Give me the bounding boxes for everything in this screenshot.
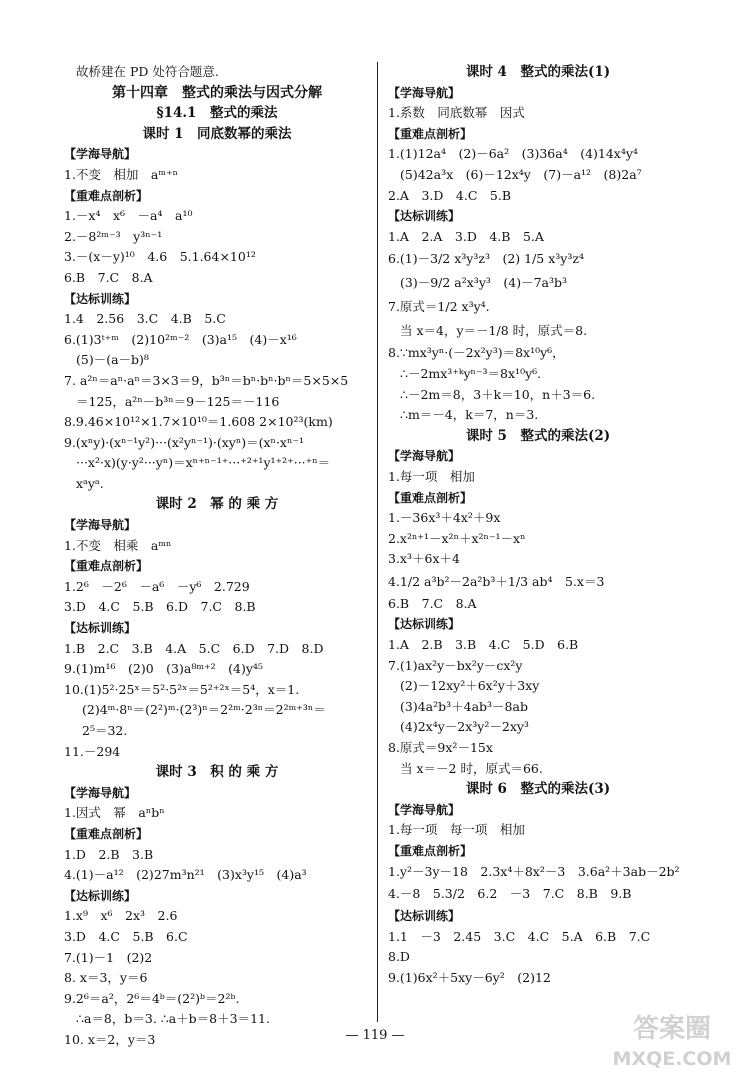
- watermark-logo: [606, 1003, 738, 1073]
- left-line: (2)4ᵐ·8ⁿ＝(2²)ᵐ·(2³)ⁿ＝2²ᵐ·2³ⁿ＝2²ᵐ⁺³ⁿ＝: [82, 702, 326, 718]
- left-line: 10.(1)5²·25ˣ＝5²·5²ˣ＝5²⁺²ˣ＝5⁴，x＝1.: [64, 681, 300, 697]
- right-line: 9.(1)6x²＋5xy－6y² (2)12: [388, 969, 551, 985]
- right-line: 6.B 7.C 8.A: [388, 595, 477, 611]
- right-line: 课时 5 整式的乘法(2): [465, 427, 611, 444]
- right-line: 当 x＝－2 时，原式＝66.: [400, 760, 543, 776]
- right-line: 【重难点剖析】: [388, 844, 473, 858]
- left-line: 1.2⁶ －2⁶ －a⁶ －y⁶ 2.729: [64, 578, 250, 594]
- right-line: 8.原式＝9x²－15x: [388, 740, 493, 756]
- right-line: 1.A 2.A 3.D 4.B 5.A: [388, 228, 544, 244]
- right-line: 【重难点剖析】: [388, 490, 473, 505]
- left-line: 6.B 7.C 8.A: [64, 269, 153, 285]
- right-line: 7.(1)ax²y－bx²y－cx²y: [388, 657, 523, 673]
- left-line: 2.－8²ᵐ⁻³ y³ⁿ⁻¹: [64, 228, 163, 244]
- right-line: ∴－2mx³⁺ᵏyⁿ⁻³＝8x¹⁰y⁶.: [400, 365, 542, 381]
- left-line: 第十四章 整式的乘法与因式分解: [112, 84, 322, 101]
- right-line: (4)2x⁴y－2x³y²－2xy³: [400, 719, 529, 735]
- right-line: ∴m＝－4，k＝7，n＝3.: [400, 407, 539, 423]
- left-line: xᵃyᵃ.: [76, 475, 104, 491]
- right-line: 课时 4 整式的乘法(1): [465, 64, 611, 80]
- right-line: 【达标训练】: [388, 209, 461, 224]
- right-line: 8.∵mx³yⁿ·(－2x²y³)＝8x¹⁰y⁶，: [388, 345, 565, 361]
- left-line: 【学海导航】: [64, 785, 137, 800]
- right-line: 当 x＝4，y＝－1/8 时，原式＝8.: [400, 323, 588, 339]
- left-line: 【学海导航】: [64, 147, 137, 162]
- left-line: 1.x⁹ x⁶ 2x³ 2.6: [64, 908, 178, 924]
- right-line: 【达标训练】: [388, 617, 461, 632]
- left-line: 1.不变 相加 aᵐ⁺ⁿ: [64, 166, 179, 182]
- right-line: 2.x²ⁿ⁺¹－x²ⁿ＋x²ⁿ⁻¹－xⁿ: [388, 530, 526, 546]
- right-line: 8.D: [388, 949, 410, 965]
- right-line: 4.－8 5.3/2 6.2 －3 7.C 8.B 9.B: [388, 886, 632, 902]
- right-line: (3)－9/2 a²x³y³ (4)－7a³b³: [400, 275, 568, 291]
- left-line: 3.D 4.C 5.B 6.C: [64, 928, 188, 944]
- column-divider: [377, 62, 378, 1022]
- left-line: 课时 3 积 的 乘 方: [155, 764, 279, 781]
- left-line: 7. a²ⁿ＝aⁿ·aⁿ＝3×3＝9，b³ⁿ＝bⁿ·bⁿ·bⁿ＝5×5×5: [64, 372, 349, 388]
- left-line: 【重难点剖析】: [64, 559, 149, 574]
- left-line: 3.－(x－y)¹⁰ 4.6 5.1.64×10¹²: [64, 249, 256, 265]
- right-line: 1.(1)12a⁴ (2)－6a² (3)36a⁴ (4)14x⁴y⁴: [388, 146, 638, 162]
- page-number: — 119 —: [345, 1028, 405, 1043]
- left-line: 1.B 2.C 3.B 4.A 5.C 6.D 7.D 8.D: [64, 640, 324, 656]
- right-line: 【学海导航】: [388, 802, 461, 817]
- right-line: 1.y²－3y－18 2.3x⁴＋8x²－3 3.6a²＋3ab－2b²: [388, 863, 680, 879]
- right-line: (3)4a²b³＋4ab³－8ab: [400, 698, 528, 714]
- right-line: 6.(1)－3/2 x³y³z³ (2) 1/5 x³y³z⁴: [388, 251, 584, 267]
- svg-text:答案圈: 答案圈: [632, 1014, 712, 1044]
- right-line: 1.每一项 相加: [388, 468, 475, 484]
- left-line: §14.1 整式的乘法: [156, 105, 278, 122]
- left-line: 【达标训练】: [64, 888, 137, 903]
- left-line: ＝125，a²ⁿ－b³ⁿ＝9－125＝－116: [76, 393, 280, 409]
- right-line: 【学海导航】: [388, 449, 461, 464]
- left-line: 【达标训练】: [64, 621, 137, 636]
- left-line: ···x²·x)(y·y²···yⁿ)＝xⁿ⁺ⁿ⁻¹⁺···⁺²⁺¹y¹⁺²⁺···⁺ⁿ＝: [76, 455, 331, 471]
- left-line: 10. x＝2，y＝3: [64, 1031, 156, 1047]
- right-line: 2.A 3.D 4.C 5.B: [388, 187, 512, 203]
- left-line: 1.4 2.56 3.C 4.B 5.C: [64, 311, 226, 327]
- left-line: 11.－294: [64, 743, 121, 759]
- left-column: [64, 62, 370, 1051]
- right-line: 4.1/2 a³b²－2a²b³＋1/3 ab⁴ 5.x＝3: [388, 573, 605, 589]
- left-line: 1.D 2.B 3.B: [64, 846, 154, 862]
- left-line: 课时 1 同底数幂的乘法: [142, 125, 292, 142]
- right-line: 课时 6 整式的乘法(3): [465, 781, 611, 798]
- left-line: 8. x＝3，y＝6: [64, 970, 148, 986]
- right-column: [388, 62, 688, 989]
- right-line: 1.每一项 每一项 相加: [388, 822, 525, 838]
- left-line: 6.(1)3ᵗ⁺ᵐ (2)10²ᵐ⁻² (3)a¹⁵ (4)－x¹⁶: [64, 331, 297, 347]
- left-line: 【重难点剖析】: [64, 188, 149, 203]
- right-line: 1.－36x³＋4x²＋9x: [388, 510, 501, 526]
- left-line: 1.－x⁴ x⁶ －a⁴ a¹⁰: [64, 208, 193, 224]
- right-line: (2)－12xy²＋6x²y＋3xy: [400, 678, 540, 694]
- left-line: ∴a＝8，b＝3. ∴a＋b＝8＋3＝11.: [76, 1011, 270, 1027]
- right-line: 【学海导航】: [388, 85, 461, 100]
- right-line: 1.A 2.B 3.B 4.C 5.D 6.B: [388, 637, 579, 653]
- left-line: 9.2⁶＝a²，2⁶＝4ᵇ＝(2²)ᵇ＝2²ᵇ.: [64, 990, 240, 1006]
- left-line: 3.D 4.C 5.B 6.D 7.C 8.B: [64, 599, 256, 615]
- right-line: 3.x³＋6x＋4: [388, 551, 460, 567]
- left-line: 【达标训练】: [64, 291, 137, 306]
- left-line: 1.不变 相乘 aᵐⁿ: [64, 537, 172, 553]
- left-line: 4.(1)－a¹² (2)27m³n²¹ (3)x³y¹⁵ (4)a³: [64, 867, 307, 883]
- left-line: 【学海导航】: [64, 518, 137, 533]
- left-line: 7.(1)－1 (2)2: [64, 949, 153, 965]
- right-line: (5)42a³x (6)－12x⁴y (7)－a¹² (8)2a⁷: [400, 166, 642, 182]
- left-line: (5)－(a－b)⁸: [76, 352, 149, 368]
- right-line: 【达标训练】: [388, 909, 461, 924]
- left-line: 【重难点剖析】: [64, 826, 149, 841]
- left-line: 2⁵＝32.: [82, 723, 128, 738]
- right-line: 7.原式＝1/2 x³y⁴.: [388, 299, 490, 315]
- left-line: 8.9.46×10¹²×1.7×10¹⁰＝1.608 2×10²³(km): [64, 414, 333, 430]
- left-line: 1.因式 幂 aⁿbⁿ: [64, 805, 165, 821]
- left-line: 故桥建在 PD 处符合题意.: [76, 64, 219, 79]
- right-line: ∴－2m＝8，3＋k＝10，n＋3＝6.: [400, 386, 596, 402]
- right-line: 1.系数 同底数幂 因式: [388, 105, 525, 121]
- left-line: 9.(xⁿy)·(xⁿ⁻¹y²)···(x²yⁿ⁻¹)·(xyⁿ)＝(xⁿ·xⁿ⁻¹: [64, 434, 304, 450]
- right-line: 【重难点剖析】: [388, 126, 473, 141]
- svg-text:MXQE.COM: MXQE.COM: [612, 1048, 732, 1070]
- left-line: 课时 2 幂 的 乘 方: [155, 496, 279, 513]
- right-line: 1.1 －3 2.45 3.C 4.C 5.A 6.B 7.C: [388, 928, 651, 944]
- left-line: 9.(1)m¹⁶ (2)0 (3)a⁸ᵐ⁺² (4)y⁴⁵: [64, 661, 263, 677]
